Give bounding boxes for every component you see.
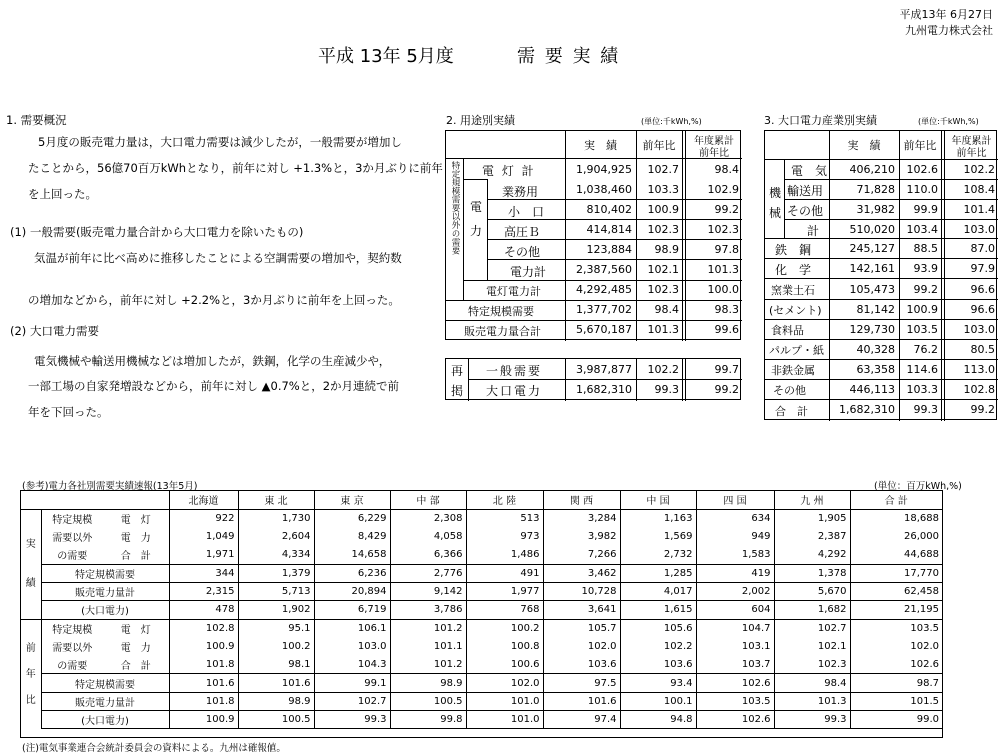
reference-cell: 101.0 xyxy=(466,711,543,729)
usage-yoy: 100.9 xyxy=(647,203,679,216)
reference-cell: 93.4 xyxy=(620,674,696,692)
overview-text: たことから，56億70百万kWhとなり，前年に対し +1.3%と，3か月ぶりに前年 xyxy=(28,161,443,175)
reference-table xyxy=(20,490,943,738)
reference-sub-label: 合 計 xyxy=(103,546,169,564)
reference-cell: 6,366 xyxy=(390,546,466,564)
industry-actual: 63,358 xyxy=(856,363,895,376)
reference-cell: 95.1 xyxy=(238,619,314,637)
large-demand-text: 年を下回った。 xyxy=(28,405,109,419)
reference-group-label: (大口電力) xyxy=(41,711,169,729)
reference-cell: 2,315 xyxy=(169,582,238,600)
reference-cell: 100.1 xyxy=(620,692,696,710)
reference-section-label: 実 績 xyxy=(21,509,41,619)
reference-cell: 97.4 xyxy=(543,711,620,729)
reference-cell: 6,229 xyxy=(314,509,390,527)
reference-cell: 97.5 xyxy=(543,674,620,692)
industry-actual: 81,142 xyxy=(856,303,895,316)
industry-actual: 40,328 xyxy=(856,343,895,356)
usage-ytd: 99.2 xyxy=(714,203,739,216)
reference-cell: 17,770 xyxy=(850,564,942,582)
usage-relisted-table xyxy=(445,358,741,400)
industry-yoy: 110.0 xyxy=(906,183,938,196)
reference-cell: 101.8 xyxy=(169,656,238,674)
reference-cell: 7,266 xyxy=(543,546,620,564)
relisted-ytd: 99.7 xyxy=(714,363,739,376)
reference-cell: 99.3 xyxy=(774,711,850,729)
usage-ytd: 102.9 xyxy=(707,183,739,196)
usage-side-label: 特定規模需要以外の需要 xyxy=(450,161,460,255)
reference-cell: 102.6 xyxy=(696,674,774,692)
large-demand-text: 電気機械や輸送用機械などは増加したが，鉄鋼，化学の生産減少や， xyxy=(34,354,391,368)
reference-cell: 2,002 xyxy=(696,582,774,600)
company-header: 関 西 xyxy=(543,491,620,509)
reference-cell: 1,682 xyxy=(774,601,850,619)
reference-cell: 3,982 xyxy=(543,528,620,546)
report-date: 平成13年 6月27日 xyxy=(899,8,993,21)
reference-cell: 6,719 xyxy=(314,601,390,619)
industry-ytd: 87.0 xyxy=(970,242,995,255)
usage-yoy: 102.7 xyxy=(647,163,679,176)
reference-cell: 103.5 xyxy=(910,622,939,634)
usage-actual: 414,814 xyxy=(586,223,632,236)
reference-cell: 3,284 xyxy=(543,509,620,527)
usage-col-ytd: 年度累計 xyxy=(694,136,734,147)
reference-cell: 1,379 xyxy=(238,564,314,582)
industry-col-actual: 実 績 xyxy=(847,139,881,152)
reference-cell: 98.4 xyxy=(774,674,850,692)
relisted-label: 再 xyxy=(450,364,463,378)
usage-yoy: 98.9 xyxy=(654,243,679,256)
usage-ytd: 98.3 xyxy=(714,303,739,316)
usage-table xyxy=(445,130,741,340)
industry-unit: (単位:千kWh,%) xyxy=(918,117,979,126)
usage-row-label: 電 灯 計 xyxy=(482,164,536,178)
reference-cell: 101.8 xyxy=(169,692,238,710)
company-header: 中 国 xyxy=(620,491,696,509)
industry-row-label: その他 xyxy=(787,204,824,218)
usage-unit: (単位:千kWh,%) xyxy=(641,117,702,126)
usage-row-label: 特定規模需要 xyxy=(468,305,534,318)
reference-cell: 20,894 xyxy=(314,582,390,600)
reference-cell: 513 xyxy=(466,509,543,527)
reference-note: (注)電気事業連合会統計委員会の資料による。九州は確報値。 xyxy=(22,743,286,754)
usage-yoy: 98.4 xyxy=(654,303,679,316)
usage-actual: 810,402 xyxy=(586,203,632,216)
reference-cell: 26,000 xyxy=(904,531,939,543)
industry-row-label: 非鉄金属 xyxy=(771,364,815,377)
reference-cell: 99.1 xyxy=(314,674,390,692)
reference-cell: 103.6 xyxy=(620,656,696,674)
reference-cell: 101.1 xyxy=(390,637,466,655)
reference-cell: 102.7 xyxy=(314,692,390,710)
reference-cell: 94.8 xyxy=(620,711,696,729)
reference-cell: 103.1 xyxy=(696,637,774,655)
reference-cell: 100.6 xyxy=(466,656,543,674)
industry-ytd: 80.5 xyxy=(970,343,995,356)
reference-cell: 922 xyxy=(169,509,238,527)
industry-ytd: 99.2 xyxy=(970,403,995,416)
reference-cell: 2,604 xyxy=(238,528,314,546)
industry-row-label: パルプ・紙 xyxy=(769,344,824,357)
industry-ytd: 103.0 xyxy=(963,223,995,236)
usage-yoy: 103.3 xyxy=(647,183,679,196)
usage-yoy: 101.3 xyxy=(647,323,679,336)
reference-sub-label: 電 力 xyxy=(103,528,169,546)
industry-yoy: 99.2 xyxy=(913,283,938,296)
reference-cell: 1,049 xyxy=(169,528,238,546)
industry-col-yoy: 前年比 xyxy=(903,139,937,152)
company-header: 東 北 xyxy=(238,491,314,509)
usage-row-label: 業務用 xyxy=(502,185,539,199)
reference-cell: 634 xyxy=(696,509,774,527)
reference-sub-label: 電 灯 xyxy=(103,509,169,527)
industry-ytd: 102.2 xyxy=(963,163,995,176)
industry-row-label: 輸送用 xyxy=(787,184,824,198)
company-name: 九州電力株式会社 xyxy=(905,24,993,37)
overview-text: 5月度の販売電力量は，大口電力需要は減少したが，一般需要が増加し xyxy=(38,135,402,149)
industry-row-label: 食料品 xyxy=(771,324,804,337)
industry-row-label: 化 学 xyxy=(775,263,812,277)
reference-cell: 2,387 xyxy=(774,528,850,546)
reference-cell: 100.9 xyxy=(169,637,238,655)
usage-ytd: 98.4 xyxy=(714,163,739,176)
usage-actual: 4,292,485 xyxy=(576,283,632,296)
reference-cell: 101.6 xyxy=(238,674,314,692)
company-header: 四 国 xyxy=(696,491,774,509)
reference-cell: 102.0 xyxy=(910,641,939,653)
industry-row-label: 鉄 鋼 xyxy=(775,243,812,257)
usage-power-label: 電 力 xyxy=(469,200,482,238)
reference-group-label: の需要 xyxy=(41,656,103,674)
reference-group-label: (大口電力) xyxy=(41,601,169,619)
reference-cell: 3,786 xyxy=(390,601,466,619)
reference-cell: 1,902 xyxy=(238,601,314,619)
reference-cell: 103.0 xyxy=(314,637,390,655)
reference-cell: 101.5 xyxy=(850,692,942,710)
reference-group-label: 特定規模 xyxy=(52,624,93,636)
reference-heading: (参考)電力各社別需要実績速報(13年5月) xyxy=(22,481,198,492)
reference-row xyxy=(21,601,942,619)
reference-cell: 973 xyxy=(466,528,543,546)
industry-row-label: 合 計 xyxy=(775,405,808,418)
relisted-actual: 1,682,310 xyxy=(576,383,632,396)
relisted-row-label: 一般需要 xyxy=(486,364,543,378)
company-header: 北 陸 xyxy=(466,491,543,509)
company-header: 北海道 xyxy=(169,491,238,509)
usage-actual: 123,884 xyxy=(586,243,632,256)
reference-cell: 102.0 xyxy=(543,637,620,655)
industry-table xyxy=(764,130,997,420)
relisted-ytd: 99.2 xyxy=(714,383,739,396)
reference-cell: 100.5 xyxy=(238,711,314,729)
usage-ytd: 100.0 xyxy=(707,283,739,296)
reference-unit: (単位：百万kWh,%) xyxy=(874,481,962,492)
usage-actual: 1,038,460 xyxy=(576,183,632,196)
reference-cell: 768 xyxy=(466,601,543,619)
large-demand-text: 一部工場の自家発増設などから，前年に対し ▲0.7%と，2か月連続で前 xyxy=(28,379,400,393)
industry-ytd: 103.0 xyxy=(963,323,995,336)
reference-cell: 4,292 xyxy=(774,546,850,564)
usage-row-label: 販売電力量合計 xyxy=(464,325,541,338)
usage-col-ytd: 前年比 xyxy=(699,148,729,159)
reference-cell: 10,728 xyxy=(543,582,620,600)
usage-ytd: 99.6 xyxy=(714,323,739,336)
reference-cell: 3,462 xyxy=(543,564,620,582)
usage-row-label: 小 口 xyxy=(508,205,545,219)
usage-col-yoy: 前年比 xyxy=(642,139,676,152)
reference-cell: 44,688 xyxy=(850,546,942,564)
reference-cell: 1,583 xyxy=(696,546,774,564)
reference-cell: 101.0 xyxy=(466,692,543,710)
industry-col-ytd: 前年比 xyxy=(956,148,987,159)
reference-row xyxy=(21,711,942,729)
industry-row-label: 窯業土石 xyxy=(771,284,815,297)
usage-ytd: 97.8 xyxy=(714,243,739,256)
industry-yoy: 99.9 xyxy=(913,203,938,216)
reference-cell: 101.6 xyxy=(543,692,620,710)
industry-ytd: 101.4 xyxy=(963,203,995,216)
reference-cell: 6,236 xyxy=(314,564,390,582)
reference-cell: 2,776 xyxy=(390,564,466,582)
reference-cell: 103.5 xyxy=(696,692,774,710)
industry-yoy: 99.3 xyxy=(913,403,938,416)
overview-text: を上回った。 xyxy=(28,187,97,201)
page-title-period: 平成 13年 5月度 xyxy=(318,46,454,67)
large-demand-heading: (2) 大口電力需要 xyxy=(10,324,99,338)
reference-cell: 4,334 xyxy=(238,546,314,564)
reference-section-label: 前 年 比 xyxy=(21,619,41,729)
industry-actual: 406,210 xyxy=(849,163,895,176)
overview-heading: 1. 需要概況 xyxy=(6,113,67,127)
reference-cell: 1,971 xyxy=(169,546,238,564)
reference-cell: 478 xyxy=(169,601,238,619)
industry-row-label: その他 xyxy=(773,384,806,397)
reference-cell: 1,977 xyxy=(466,582,543,600)
usage-actual: 1,377,702 xyxy=(576,303,632,316)
reference-cell: 62,458 xyxy=(850,582,942,600)
industry-actual: 446,113 xyxy=(849,383,895,396)
reference-cell: 18,688 xyxy=(904,513,939,525)
relisted-row-label: 大口電力 xyxy=(486,384,543,398)
reference-cell: 98.1 xyxy=(238,656,314,674)
relisted-yoy: 102.2 xyxy=(647,363,679,376)
reference-cell: 103.6 xyxy=(543,656,620,674)
reference-cell: 1,615 xyxy=(620,601,696,619)
reference-row xyxy=(21,546,942,564)
reference-row xyxy=(21,692,942,710)
reference-cell: 106.1 xyxy=(314,619,390,637)
industry-ytd: 96.6 xyxy=(970,303,995,316)
reference-cell: 4,017 xyxy=(620,582,696,600)
industry-row-label: 電 気 xyxy=(791,164,828,178)
usage-actual: 2,387,560 xyxy=(576,263,632,276)
reference-row xyxy=(21,619,942,637)
industry-yoy: 114.6 xyxy=(906,363,938,376)
reference-cell: 103.7 xyxy=(696,656,774,674)
reference-cell: 100.2 xyxy=(238,637,314,655)
reference-group-label: 需要以外 xyxy=(52,643,93,655)
reference-cell: 102.3 xyxy=(774,656,850,674)
reference-cell: 104.3 xyxy=(314,656,390,674)
usage-ytd: 101.3 xyxy=(707,263,739,276)
reference-cell: 21,195 xyxy=(850,601,942,619)
reference-cell: 101.3 xyxy=(774,692,850,710)
reference-cell: 1,378 xyxy=(774,564,850,582)
reference-cell: 604 xyxy=(696,601,774,619)
industry-col-ytd: 年度累計 xyxy=(951,136,992,147)
reference-cell: 99.3 xyxy=(314,711,390,729)
industry-actual: 71,828 xyxy=(856,183,895,196)
reference-cell: 8,429 xyxy=(314,528,390,546)
industry-yoy: 102.6 xyxy=(906,163,938,176)
industry-actual: 31,982 xyxy=(856,203,895,216)
reference-group-label: 需要以外 xyxy=(52,533,93,545)
industry-ytd: 102.8 xyxy=(963,383,995,396)
reference-cell: 104.7 xyxy=(696,619,774,637)
reference-row xyxy=(21,564,942,582)
industry-row-label: 計 xyxy=(807,224,820,238)
reference-cell: 100.8 xyxy=(466,637,543,655)
reference-cell: 1,285 xyxy=(620,564,696,582)
reference-group-label: 販売電力量計 xyxy=(41,582,169,600)
industry-yoy: 88.5 xyxy=(913,242,938,255)
relisted-actual: 3,987,877 xyxy=(576,363,632,376)
usage-col-actual: 実 績 xyxy=(584,139,617,152)
reference-cell: 1,730 xyxy=(238,509,314,527)
reference-sub-label: 電 灯 xyxy=(103,619,169,637)
reference-cell: 102.7 xyxy=(774,619,850,637)
reference-cell: 101.2 xyxy=(390,656,466,674)
reference-cell: 949 xyxy=(696,528,774,546)
reference-group-label: の需要 xyxy=(41,546,103,564)
reference-cell: 100.9 xyxy=(169,711,238,729)
industry-yoy: 103.5 xyxy=(906,323,938,336)
reference-cell: 2,308 xyxy=(390,509,466,527)
usage-row-label: 電灯電力計 xyxy=(486,285,541,298)
reference-cell: 1,486 xyxy=(466,546,543,564)
reference-cell: 101.6 xyxy=(169,674,238,692)
industry-row-label: (セメント) xyxy=(769,304,822,317)
reference-cell: 1,905 xyxy=(774,509,850,527)
usage-yoy: 102.3 xyxy=(647,223,679,236)
reference-cell: 14,658 xyxy=(314,546,390,564)
reference-group-label: 特定規模 xyxy=(52,515,93,527)
relisted-yoy: 99.3 xyxy=(654,383,679,396)
reference-cell: 105.6 xyxy=(620,619,696,637)
industry-yoy: 100.9 xyxy=(906,303,938,316)
industry-ytd: 97.9 xyxy=(970,262,995,275)
reference-group-label: 特定規模需要 xyxy=(41,564,169,582)
industry-yoy: 103.3 xyxy=(906,383,938,396)
industry-machine-label: 機 械 xyxy=(768,186,781,220)
industry-actual: 245,127 xyxy=(849,242,895,255)
industry-yoy: 76.2 xyxy=(913,343,938,356)
company-header: 中 部 xyxy=(390,491,466,509)
reference-sub-label: 電 力 xyxy=(103,637,169,655)
reference-row xyxy=(21,656,942,674)
company-header: 合 計 xyxy=(884,496,908,508)
reference-cell: 491 xyxy=(466,564,543,582)
reference-cell: 102.2 xyxy=(620,637,696,655)
reference-cell: 5,670 xyxy=(774,582,850,600)
reference-cell: 105.7 xyxy=(543,619,620,637)
general-demand-heading: (1) 一般需要(販売電力量合計から大口電力を除いたもの) xyxy=(10,225,304,239)
usage-row-label: 高圧Ｂ xyxy=(504,225,541,239)
usage-actual: 1,904,925 xyxy=(576,163,632,176)
reference-row xyxy=(21,637,942,655)
industry-actual: 142,161 xyxy=(849,262,895,275)
usage-actual: 5,670,187 xyxy=(576,323,632,336)
reference-sub-label: 合 計 xyxy=(103,656,169,674)
reference-cell: 100.2 xyxy=(466,619,543,637)
relisted-label: 掲 xyxy=(450,384,463,398)
reference-cell: 1,163 xyxy=(620,509,696,527)
reference-row xyxy=(21,582,942,600)
reference-cell: 419 xyxy=(696,564,774,582)
industry-actual: 105,473 xyxy=(849,283,895,296)
reference-cell: 4,058 xyxy=(390,528,466,546)
reference-cell: 9,142 xyxy=(390,582,466,600)
usage-heading: 2. 用途別実績 xyxy=(446,114,515,127)
reference-cell: 102.6 xyxy=(850,656,942,674)
general-demand-text: の増加などから，前年に対し +2.2%と，3か月ぶりに前年を上回った。 xyxy=(28,293,400,307)
industry-ytd: 96.6 xyxy=(970,283,995,296)
usage-yoy: 102.1 xyxy=(647,263,679,276)
reference-cell: 101.2 xyxy=(390,619,466,637)
reference-cell: 344 xyxy=(169,564,238,582)
industry-heading: 3. 大口電力産業別実績 xyxy=(764,114,877,127)
industry-actual: 129,730 xyxy=(849,323,895,336)
reference-cell: 1,569 xyxy=(620,528,696,546)
reference-row xyxy=(21,528,942,546)
reference-row xyxy=(21,674,942,692)
industry-yoy: 103.4 xyxy=(906,223,938,236)
industry-ytd: 108.4 xyxy=(963,183,995,196)
company-header: 東 京 xyxy=(314,491,390,509)
reference-cell: 5,713 xyxy=(238,582,314,600)
usage-yoy: 102.3 xyxy=(647,283,679,296)
reference-cell: 99.8 xyxy=(390,711,466,729)
reference-cell: 98.9 xyxy=(390,674,466,692)
reference-cell: 102.8 xyxy=(169,619,238,637)
reference-cell: 98.7 xyxy=(850,674,942,692)
usage-row-label: その他 xyxy=(504,245,541,259)
usage-ytd: 102.3 xyxy=(707,223,739,236)
industry-actual: 510,020 xyxy=(849,223,895,236)
reference-group-label: 販売電力量計 xyxy=(41,692,169,710)
reference-row xyxy=(21,509,942,527)
company-header: 九 州 xyxy=(774,491,850,509)
industry-actual: 1,682,310 xyxy=(839,403,895,416)
reference-cell: 98.9 xyxy=(238,692,314,710)
reference-cell: 102.6 xyxy=(696,711,774,729)
reference-cell: 99.0 xyxy=(850,711,942,729)
reference-cell: 2,732 xyxy=(620,546,696,564)
reference-cell: 102.0 xyxy=(466,674,543,692)
usage-row-label: 電力計 xyxy=(510,265,547,279)
page-title: 需 要 実 績 xyxy=(517,46,621,67)
reference-cell: 102.1 xyxy=(774,637,850,655)
industry-ytd: 113.0 xyxy=(963,363,995,376)
reference-group-label: 特定規模需要 xyxy=(41,674,169,692)
industry-yoy: 93.9 xyxy=(913,262,938,275)
general-demand-text: 気温が前年に比べ高めに推移したことによる空調需要の増加や，契約数 xyxy=(34,251,402,265)
reference-cell: 3,641 xyxy=(543,601,620,619)
reference-cell: 100.5 xyxy=(390,692,466,710)
